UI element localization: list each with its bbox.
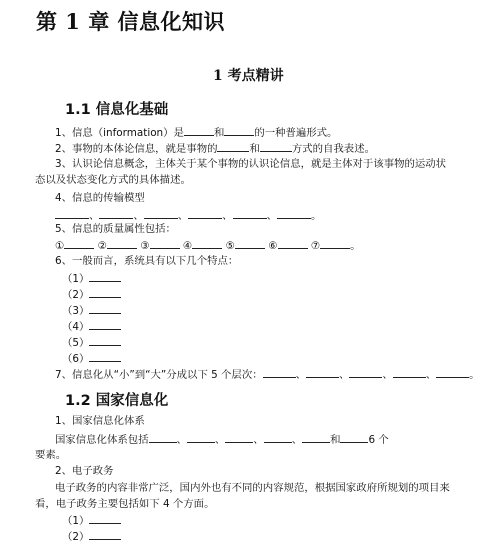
blank[interactable] — [64, 239, 94, 249]
separator: 、 — [295, 369, 306, 381]
blank[interactable] — [393, 368, 426, 378]
item-marker: （5） — [62, 337, 90, 349]
blank[interactable] — [349, 368, 382, 378]
system-feature-5 — [62, 336, 121, 350]
item-marker: （3） — [62, 305, 90, 317]
q1-text-b: 和 — [213, 127, 225, 139]
question-4-blanks — [55, 209, 321, 223]
q1-text-c: 的一种普遍形式。 — [254, 127, 338, 139]
p1-line1 — [55, 433, 389, 447]
question-5-label: 5、信息的质量属性包括： — [55, 223, 176, 235]
blank[interactable] — [188, 209, 222, 219]
question-1 — [55, 126, 337, 140]
separator: 、 — [339, 369, 350, 381]
blank[interactable] — [302, 433, 330, 443]
separator: 、 — [382, 369, 393, 381]
q2-text-c: 方式的自我表述。 — [291, 143, 375, 155]
blank[interactable] — [89, 530, 121, 540]
system-feature-6 — [62, 352, 121, 366]
separator: 、 — [222, 210, 233, 222]
item-marker: ④ — [182, 240, 193, 252]
separator: 、 — [176, 434, 187, 446]
question-6-label: 6、一般而言，系统具有以下几个特点： — [55, 255, 239, 267]
blank[interactable] — [306, 368, 339, 378]
blank[interactable] — [233, 209, 267, 219]
blank[interactable] — [89, 304, 121, 314]
item-marker: （1） — [62, 515, 90, 527]
q7-text: 7、信息化从“小”到“大”分成以下 5 个层次： — [55, 369, 263, 381]
item-marker: （6） — [62, 353, 90, 365]
question-4-label: 4、信息的传输模型 — [55, 192, 145, 204]
chapter-title: 第 1 章 信息化知识 — [36, 9, 226, 34]
q1-text-a: 1、信息（information）是 — [55, 127, 184, 139]
p2-item-2 — [62, 530, 121, 544]
subsection-heading-1-2: 1.2 国家信息化 — [65, 393, 169, 409]
blank[interactable] — [340, 433, 368, 443]
blank[interactable] — [89, 288, 121, 298]
blank[interactable] — [150, 239, 180, 249]
blank[interactable] — [217, 142, 249, 152]
p1-line2: 要素。 — [35, 449, 67, 461]
item-marker: （1） — [62, 273, 90, 285]
item-marker: ① — [55, 240, 65, 252]
blank[interactable] — [235, 239, 265, 249]
system-feature-4 — [62, 320, 121, 334]
blank[interactable] — [224, 126, 254, 136]
item-marker: ⑤ — [225, 240, 235, 252]
period: 。 — [350, 240, 361, 252]
item-marker: （2） — [62, 531, 90, 543]
separator: 、 — [214, 434, 226, 446]
item-marker: ⑦ — [310, 240, 321, 252]
blank[interactable] — [89, 320, 121, 330]
period: 。 — [469, 369, 480, 381]
q2-text-b: 和 — [249, 143, 260, 155]
separator: 、 — [177, 210, 189, 222]
section-title: 1 考点精讲 — [213, 68, 284, 84]
separator: 、 — [425, 369, 437, 381]
item-marker: （2） — [62, 289, 90, 301]
separator: 、 — [266, 210, 277, 222]
blank[interactable] — [89, 352, 121, 362]
blank[interactable] — [225, 433, 253, 443]
blank[interactable] — [436, 368, 469, 378]
p2-line2: 看，电子政务主要包括如下 4 个方面。 — [35, 498, 215, 510]
item-marker: （4） — [62, 321, 90, 333]
blank[interactable] — [278, 239, 308, 249]
separator: 、 — [89, 210, 100, 222]
question-3-line1: 3、认识论信息概念，主体关于某个事物的认识论信息，就是主体对于该事物的运动状 — [55, 158, 447, 170]
blank[interactable] — [55, 209, 89, 219]
and-text: 和 — [330, 434, 341, 446]
item-marker: ⑥ — [268, 240, 278, 252]
blank[interactable] — [89, 514, 121, 524]
period: 。 — [310, 210, 322, 222]
p1-text-b: 6 个 — [368, 434, 389, 446]
blank[interactable] — [263, 368, 296, 378]
blank[interactable] — [89, 336, 121, 346]
q2-text-a: 2、事物的本体论信息，就是事物的 — [55, 143, 218, 155]
system-feature-3 — [62, 304, 121, 318]
question-5-items — [55, 239, 361, 253]
separator: 、 — [133, 210, 144, 222]
separator: 、 — [253, 434, 264, 446]
separator: 、 — [291, 434, 303, 446]
blank[interactable] — [260, 142, 292, 152]
blank[interactable] — [89, 272, 121, 282]
p1-title: 1、国家信息化体系 — [55, 415, 145, 427]
p2-title: 2、电子政务 — [55, 465, 114, 477]
blank[interactable] — [144, 209, 178, 219]
blank[interactable] — [184, 126, 214, 136]
question-7 — [55, 368, 480, 382]
blank[interactable] — [320, 239, 350, 249]
blank[interactable] — [264, 433, 292, 443]
item-marker: ② — [97, 240, 107, 252]
subsection-heading-1-1: 1.1 信息化基础 — [65, 102, 169, 118]
system-feature-1 — [62, 272, 121, 286]
question-3-line2: 态以及状态变化方式的具体描述。 — [35, 174, 191, 186]
blank[interactable] — [277, 209, 311, 219]
blank[interactable] — [149, 433, 177, 443]
item-marker: ③ — [140, 240, 150, 252]
system-feature-2 — [62, 288, 121, 302]
blank[interactable] — [192, 239, 222, 249]
p2-item-1 — [62, 514, 121, 528]
question-2 — [55, 142, 375, 156]
blank[interactable] — [187, 433, 215, 443]
blank[interactable] — [99, 209, 133, 219]
p2-line1: 电子政务的内容非常广泛，国内外也有不同的内容规范，根据国家政府所规划的项目来 — [55, 482, 450, 494]
blank[interactable] — [107, 239, 137, 249]
p1-text-a: 国家信息化体系包括 — [55, 434, 149, 446]
